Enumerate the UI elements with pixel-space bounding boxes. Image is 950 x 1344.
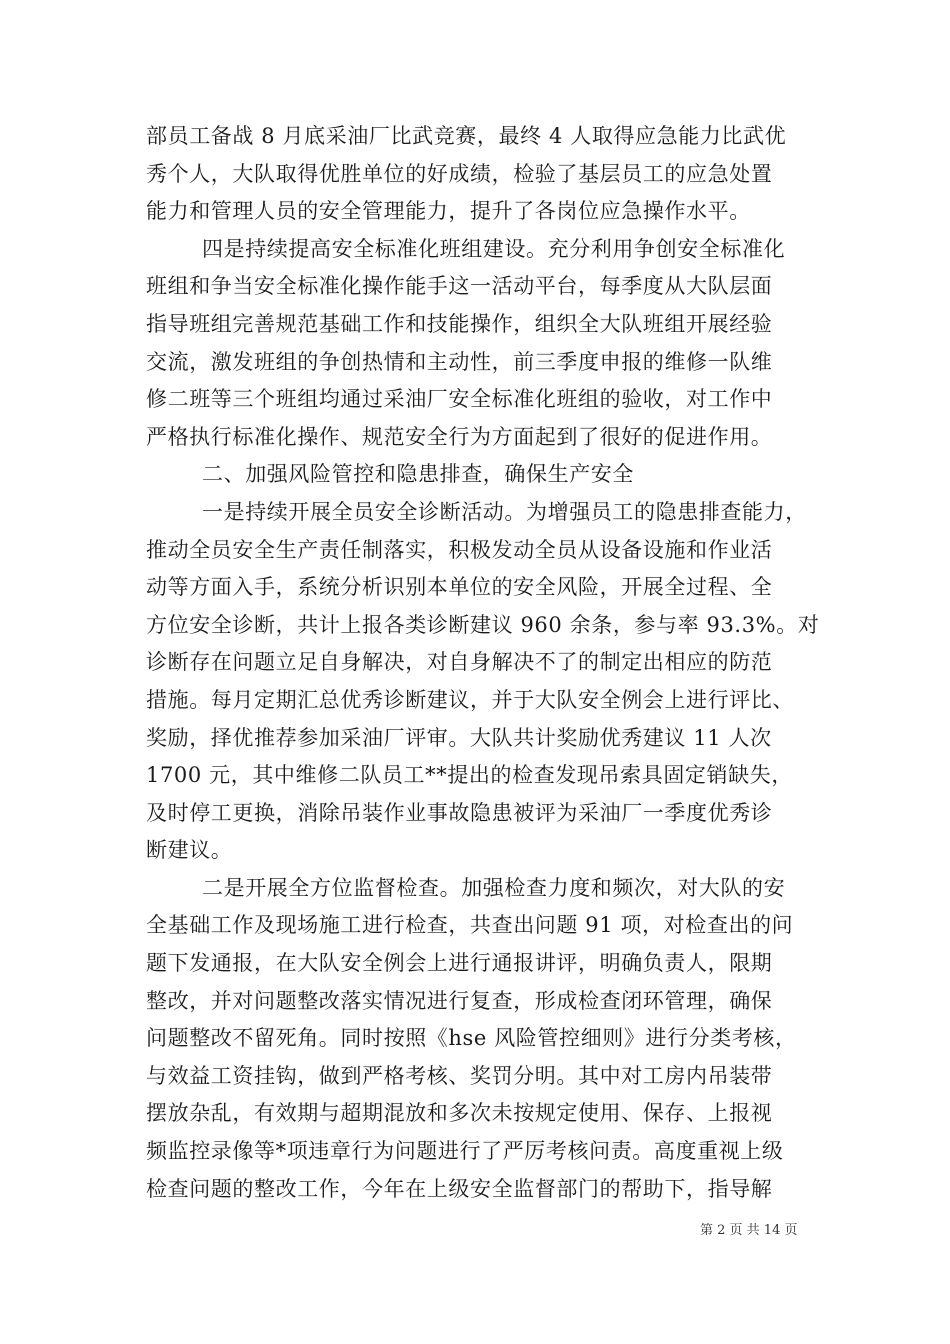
- text-line: 严格执行标准化操作、规范安全行为方面起到了很好的促进作用。: [146, 424, 773, 449]
- text-line: 全基础工作及现场施工进行检查，共查出问题 91 项，对检查出的问: [146, 913, 794, 938]
- text-line: 题下发通报，在大队安全例会上进行通报讲评，明确负责人，限期: [146, 951, 773, 976]
- document-body: [146, 118, 818, 1208]
- text-line: 1700 元，其中维修二队员工**提出的检查发现吊索具固定销缺失，: [146, 763, 793, 788]
- text-line: 动等方面入手，系统分析识别本单位的安全风险，开展全过程、全: [146, 575, 773, 600]
- section-heading: 二、加强风险管控和隐患排查，确保生产安全: [202, 462, 634, 487]
- text-line: 措施。每月定期汇总优秀诊断建议，并于大队安全例会上进行评比、: [146, 687, 794, 712]
- paragraph-start-line: 四是持续提高安全标准化班组建设。充分利用争创安全标准化: [202, 236, 786, 261]
- text-line: 与效益工资挂钩，做到严格考核、奖罚分明。其中对工房内吊装带: [146, 1063, 773, 1088]
- text-line: 频监控录像等*项违章行为问题进行了严厉考核问责。高度重视上级: [146, 1139, 784, 1164]
- paragraph-start-line: 一是持续开展全员安全诊断活动。为增强员工的隐患排查能力，: [202, 499, 807, 524]
- text-line: 交流，激发班组的争创热情和主动性，前三季度申报的维修一队维: [146, 349, 773, 374]
- text-line: 问题整改不留死角。同时按照《hse 风险管控细则》进行分类考核，: [146, 1026, 797, 1051]
- text-line: 部员工备战 8 月底采油厂比武竞赛，最终 4 人取得应急能力比武优: [146, 124, 787, 148]
- text-line: 摆放杂乱，有效期与超期混放和多次未按规定使用、保存、上报视: [146, 1101, 773, 1126]
- text-line: 奖励，择优推荐参加采油厂评审。大队共计奖励优秀建议 11 人次: [146, 725, 772, 750]
- text-line: 指导班组完善规范基础工作和技能操作，组织全大队班组开展经验: [146, 311, 773, 336]
- text-line: 检查问题的整改工作，今年在上级安全监督部门的帮助下，指导解: [146, 1176, 773, 1201]
- paragraph-start-line: 二是开展全方位监督检查。加强检查力度和频次，对大队的安: [202, 875, 786, 900]
- text-line: 班组和争当安全标准化操作能手这一活动平台，每季度从大队层面: [146, 274, 773, 299]
- text-line: 推动全员安全生产责任制落实，积极发动全员从设备设施和作业活: [146, 537, 773, 562]
- page-number-footer: 第 2 页 共 14 页: [700, 1223, 798, 1238]
- text-line: 能力和管理人员的安全管理能力，提升了各岗位应急操作水平。: [146, 199, 751, 224]
- text-line: 诊断存在问题立足自身解决，对自身解决不了的制定出相应的防范: [146, 650, 773, 675]
- text-line: 方位安全诊断，共计上报各类诊断建议 960 余条，参与率 93.3%。对: [146, 612, 820, 637]
- text-line: 修二班等三个班组均通过采油厂安全标准化班组的验收，对工作中: [146, 387, 773, 412]
- text-line: 断建议。: [146, 838, 233, 863]
- text-line: 及时停工更换，消除吊装作业事故隐患被评为采油厂一季度优秀诊: [146, 800, 773, 825]
- text-line: 整改，并对问题整改落实情况进行复查，形成检查闭环管理，确保: [146, 988, 773, 1013]
- text-line: 秀个人，大队取得优胜单位的好成绩，检验了基层员工的应急处置: [146, 161, 773, 186]
